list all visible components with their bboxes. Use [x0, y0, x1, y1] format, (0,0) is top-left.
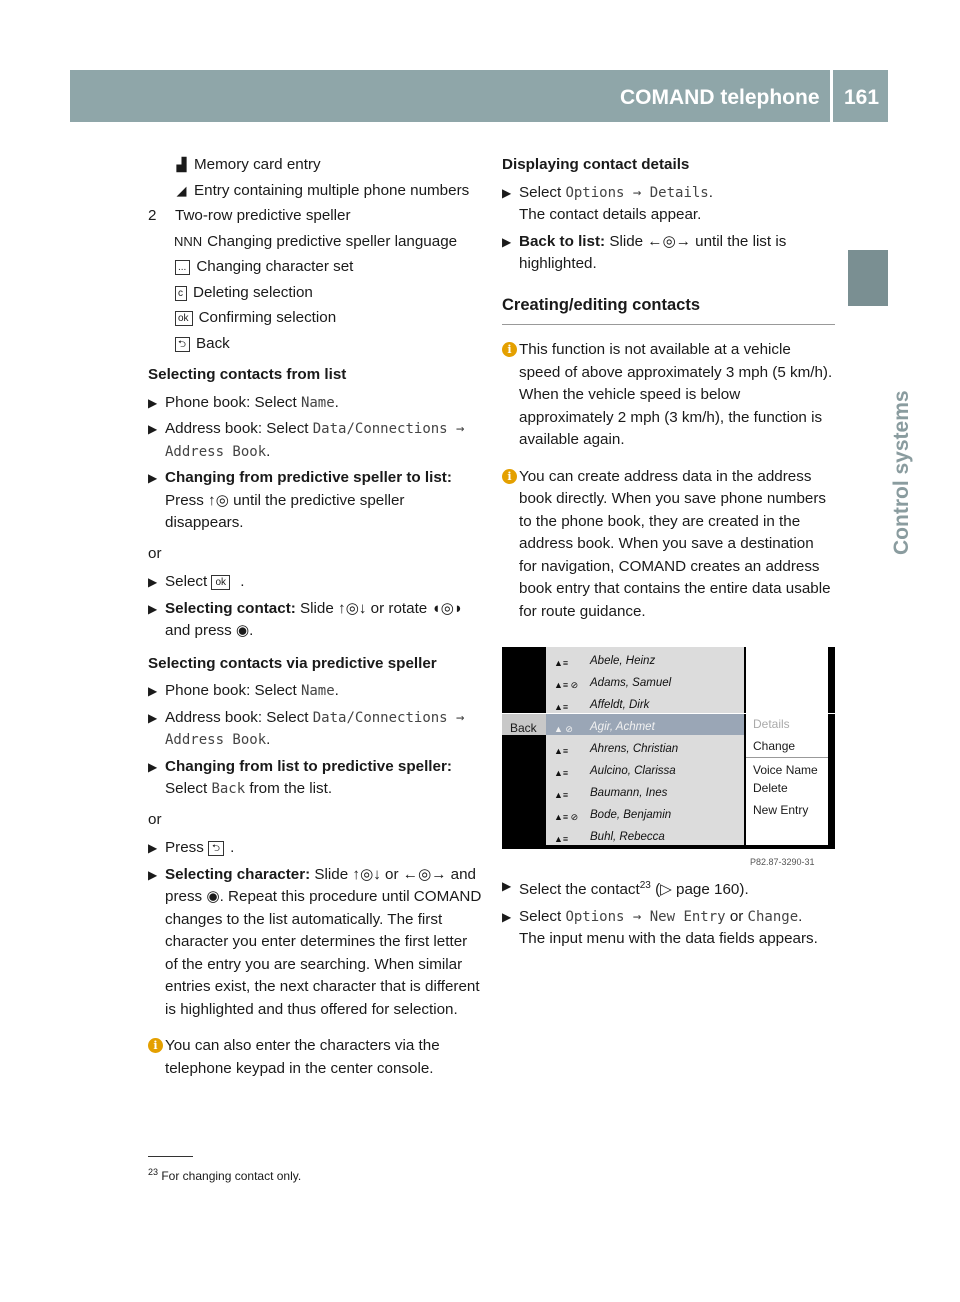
menu-path: Name	[300, 683, 335, 699]
left-column	[148, 154, 483, 1090]
contact-row-selected	[546, 713, 744, 735]
note-text: You can also enter the characters via the telephone keypad in the center console.	[165, 1037, 440, 1077]
legend-text: Changing predictive speller language	[207, 232, 458, 250]
step-text: Press ↑◎ until the predictive speller disappears.	[165, 491, 405, 531]
step-text: Select the contact	[519, 881, 640, 899]
step-text: .	[334, 682, 339, 699]
item-number: 2	[148, 207, 157, 224]
step-text: from the list.	[245, 780, 333, 797]
footnote-text: For changing contact only.	[158, 1169, 302, 1183]
section-label: Control systems	[890, 390, 913, 555]
step-text: (▷ page 160).	[650, 881, 749, 899]
item-title: Two-row predictive speller	[175, 207, 351, 224]
step-arrow-icon: ▶	[148, 684, 158, 698]
footnote-number: 23	[148, 1167, 159, 1177]
step-label: Changing from list to predictive speller:	[165, 757, 452, 775]
step-arrow-icon: ▶	[148, 601, 158, 616]
contact-name: Ahrens, Christian	[590, 743, 679, 755]
contact-name: Aulcino, Clarissa	[590, 765, 676, 777]
legend-text: Deleting selection	[193, 283, 313, 301]
menu-path: Data/Connections → Address Book	[165, 421, 465, 460]
footnote-divider	[148, 1156, 193, 1157]
step	[502, 875, 835, 902]
info-icon: i	[502, 469, 517, 484]
info-note	[502, 466, 835, 624]
legend-text: Back	[196, 334, 230, 352]
legend-language	[148, 231, 483, 254]
info-icon: i	[502, 342, 517, 357]
contact-row	[546, 735, 744, 757]
step	[148, 864, 483, 1022]
legend-multiple-numbers	[148, 180, 483, 203]
step	[148, 392, 483, 415]
back-icon: ⮌	[175, 337, 190, 352]
contact-row	[546, 757, 744, 779]
step-arrow-icon: ▶	[148, 841, 158, 855]
contact-icon: ▲≡	[554, 768, 569, 778]
step-text: Phone book: Select	[165, 682, 301, 699]
or-text: or	[148, 810, 162, 828]
info-note	[148, 1035, 483, 1080]
section-heading: Selecting contacts from list	[148, 366, 347, 383]
step	[148, 756, 483, 801]
contact-name: Bode, Benjamin	[590, 809, 672, 821]
step-text: .	[266, 731, 271, 748]
menu-item: New Entry	[753, 803, 809, 817]
image-caption: P82.87-3290-31	[750, 857, 815, 867]
step-text: .	[236, 573, 245, 590]
section-heading: Creating/editing contacts	[502, 294, 835, 326]
step-text: Slide ↑◎↓ or rotate ◖◎◗ and press ◉.	[165, 599, 464, 639]
section-heading: Selecting contacts via predictive speller	[148, 654, 437, 672]
legend-text: Entry containing multiple phone numbers	[194, 181, 470, 199]
step-label: Changing from predictive speller to list:	[165, 469, 452, 486]
step-text: Select	[165, 780, 212, 797]
step-text: Press	[165, 839, 209, 856]
menu-path: Options → Details	[565, 184, 709, 201]
ok-icon: ok	[175, 311, 193, 326]
contact-list	[546, 647, 744, 845]
options-menu	[746, 647, 828, 845]
back-icon: ⮌	[208, 841, 224, 856]
contact-name: Buhl, Rebecca	[590, 831, 665, 843]
footnote	[148, 1167, 301, 1183]
section-tab	[848, 250, 888, 306]
step-arrow-icon: ▶	[148, 759, 158, 774]
step-arrow-icon: ▶	[502, 909, 512, 924]
contact-row	[546, 647, 744, 669]
memory-card-icon: ▟	[176, 157, 187, 172]
right-column	[502, 154, 835, 955]
ok-icon: ok	[211, 575, 230, 590]
delete-icon: c	[175, 286, 187, 301]
menu-path: Name	[300, 394, 335, 411]
step	[148, 680, 483, 703]
contact-icon: ▲≡ ⊘	[554, 812, 579, 822]
step	[148, 707, 483, 752]
legend-delete	[148, 282, 483, 305]
menu-item: Voice Name	[753, 763, 818, 777]
step-text: Slide ↑◎↓ or ←◎→ and press ◉. Repeat this procedure until COMAND changes to the list automatically. The first character you enter determines the first letter of the entry you are searching. When similar entries exist, the next character that is different is highlighted and thus offered for selection.	[165, 865, 482, 1018]
step-text: .	[708, 183, 713, 201]
page-title: COMAND telephone	[620, 86, 820, 109]
step	[502, 182, 835, 227]
legend-text: Changing character set	[196, 258, 354, 275]
step	[148, 598, 483, 643]
contact-icon: ▲≡	[554, 658, 569, 668]
contact-name: Affeldt, Dirk	[590, 699, 650, 711]
contact-icon: ▲≡	[554, 834, 569, 844]
step	[148, 837, 483, 860]
screen-back-label: Back	[502, 713, 546, 735]
comand-screen-image	[502, 647, 835, 867]
menu-divider	[746, 757, 828, 758]
step-text: .	[334, 393, 339, 411]
contact-icon: ▲≡ ⊘	[554, 680, 579, 690]
step-text: or	[725, 907, 748, 925]
menu-item: Details	[753, 717, 790, 731]
step-text: Address book: Select	[165, 420, 313, 437]
contact-row	[546, 691, 744, 713]
step-label: Back to list:	[519, 232, 606, 250]
info-icon: i	[148, 1038, 163, 1053]
step-arrow-icon: ▶	[502, 879, 512, 893]
menu-path: Back	[211, 781, 246, 797]
step	[502, 231, 835, 276]
legend-back	[148, 333, 483, 356]
legend-text: Confirming selection	[198, 309, 337, 326]
contact-row	[546, 823, 744, 845]
step-arrow-icon: ▶	[148, 422, 158, 436]
step-arrow-icon: ▶	[148, 867, 158, 882]
step-text: Address book: Select	[165, 708, 313, 726]
header-divider	[830, 70, 833, 122]
contact-icon: ▲≡	[554, 702, 569, 712]
step-result: The contact details appear.	[519, 206, 702, 223]
page-number: 161	[844, 86, 880, 109]
legend-charset	[148, 256, 483, 279]
legend-ok	[148, 307, 483, 330]
note-text: This function is not available at a vehicle speed of above approximately 3 mph (5 km/h). When the vehicle speed is below approximately 2 mph (3 km/h), the function is available again.	[519, 341, 833, 448]
menu-path: Options → New Entry	[565, 908, 726, 925]
info-note	[502, 339, 835, 452]
step-text: Phone book: Select	[165, 393, 301, 411]
step-label: Selecting contact:	[165, 599, 296, 617]
menu-item-selected: Change	[753, 739, 796, 753]
charset-icon: ...	[175, 260, 190, 275]
contact-row	[546, 779, 744, 801]
step-text: Select	[519, 907, 566, 925]
step-arrow-icon: ▶	[148, 710, 158, 725]
or-text: or	[148, 544, 162, 562]
legend-memory-card	[148, 154, 483, 177]
step-arrow-icon: ▶	[502, 185, 512, 200]
multiple-numbers-icon: ◢	[176, 182, 187, 198]
step-text: Select	[165, 573, 212, 590]
contact-name: Abele, Heinz	[590, 655, 656, 667]
contact-name: Agir, Achmet	[590, 721, 655, 733]
contact-row	[546, 669, 744, 691]
step-arrow-icon: ▶	[148, 471, 158, 485]
step-text: .	[230, 839, 235, 856]
section-heading: Displaying contact details	[502, 156, 690, 173]
step-arrow-icon: ▶	[148, 395, 158, 410]
legend-text: Memory card entry	[194, 156, 321, 173]
step-arrow-icon: ▶	[502, 234, 512, 249]
note-text: You can create address data in the address book directly. When you save phone numbers to the phone book, they are created in the address book. When you save a destination for navigation, COMAND creates an address book entry that contains the entire data usable for route guidance.	[519, 467, 831, 620]
contact-icon: ▲≡	[554, 746, 569, 756]
step	[148, 418, 483, 463]
language-icon: NNN	[174, 233, 203, 249]
menu-path: Data/Connections → Address Book	[165, 709, 465, 748]
step-text: Slide ←◎→ until the list is highlighted.	[519, 232, 787, 272]
step	[148, 571, 483, 594]
menu-path: Change	[747, 908, 799, 925]
step-text: .	[798, 907, 803, 925]
contact-icon: ▲≡	[554, 790, 569, 800]
contact-name: Adams, Samuel	[590, 677, 672, 689]
contact-row	[546, 801, 744, 823]
contact-name: Baumann, Ines	[590, 787, 668, 799]
step	[148, 467, 483, 535]
step-text: Select	[519, 183, 566, 201]
contact-icon: ▲ ⊘	[554, 724, 573, 734]
step-label: Selecting character:	[165, 865, 311, 883]
footnote-ref: 23	[639, 880, 651, 891]
step-result: The input menu with the data fields appears.	[519, 930, 818, 948]
step-arrow-icon: ▶	[148, 575, 158, 589]
menu-item: Delete	[753, 781, 788, 795]
step-text: .	[266, 442, 271, 460]
step	[502, 906, 835, 951]
numbered-item-2	[148, 205, 483, 228]
